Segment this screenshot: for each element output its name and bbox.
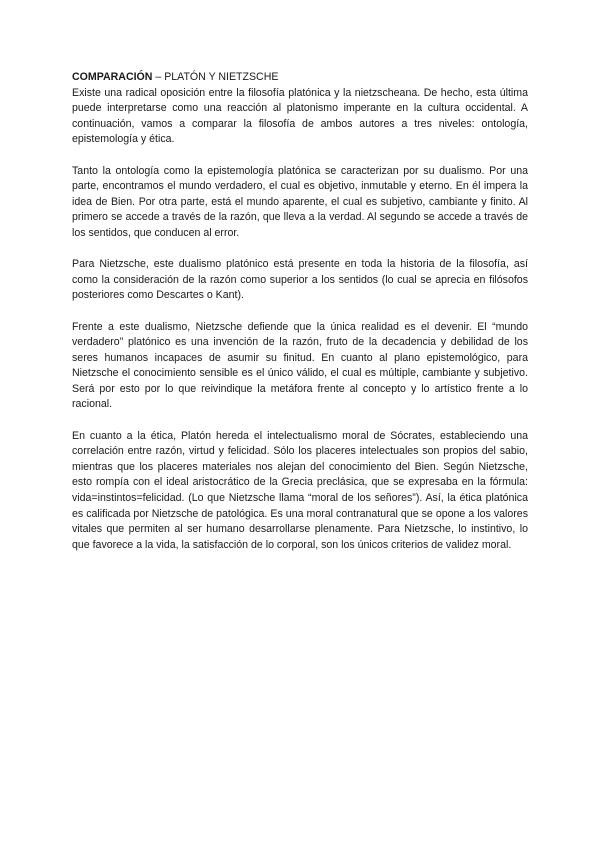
title-bold: COMPARACIÓN	[72, 71, 153, 83]
paragraph-ethics: En cuanto a la ética, Platón hereda el intelectualismo moral de Sócrates, estableciendo una correlación entre razón, virtud y felicidad. Sólo los placeres intelectuales son propios del sabio, mientras que los placeres materiales nos alejan del conocimiento del Bien. Según Nietzsche, esto rompía con el ideal aristocrático de la Grecia preclásica, que se expresaba en la fórmula: vida=instintos=felicidad. (Lo que Nietzsche llama “moral de los señores”). Así, la ética platónica es calificada por Nietzsche de patológica. Es una moral contranatural que se opone a los valores vitales que permiten al ser humano desarrollarse plenamente. Para Nietzsche, lo instintivo, lo que favorece a la vida, la satisfacción de lo corporal, son los únicos criterios de validez moral.	[72, 429, 528, 551]
document-title	[72, 70, 528, 86]
paragraph-nietzsche-becoming: Frente a este dualismo, Nietzsche defiende que la única realidad es el devenir. El “mundo verdadero” platónico es una invención de la razón, fruto de la decadencia y debilidad de los seres humanos incapaces de asumir su finitud. En cuanto al plano epistemológico, para Nietzsche el conocimiento sensible es el único válido, el cual es múltiple, cambiante y subjetivo. Será por esto por lo que reivindique la metáfora frente al concepto y lo artístico frente a lo racional.	[72, 320, 528, 411]
paragraph-platonic-dualism: Tanto la ontología como la epistemología platónica se caracterizan por su dualismo. Por una parte, encontramos el mundo verdadero, el cual es objetivo, inmutable y eterno. En él impera la idea de Bien. Por otra parte, está el mundo aparente, el cual es subjetivo, cambiante y finito. Al primero se accede a través de la razón, que lleva a la verdad. Al segundo se accede a través de los sentidos, que conducen al error.	[72, 164, 528, 239]
paragraph-nietzsche-on-dualism: Para Nietzsche, este dualismo platónico está presente en toda la historia de la filosofía, así como la consideración de la razón como superior a los sentidos (lo cual se aprecia en filósofos posteriores como Descartes o Kant).	[72, 258, 528, 302]
document-page	[72, 70, 528, 569]
title-rest: – PLATÓN Y NIETZSCHE	[152, 71, 279, 83]
paragraph-intro: Existe una radical oposición entre la filosofía platónica y la nietzscheana. De hecho, esta última puede interpretarse como una reacción al platonismo imperante en la cultura occidental. A continuación, vamos a comparar la filosofía de ambos autores a tres niveles: ontología, epistemología y ética.	[72, 86, 528, 146]
